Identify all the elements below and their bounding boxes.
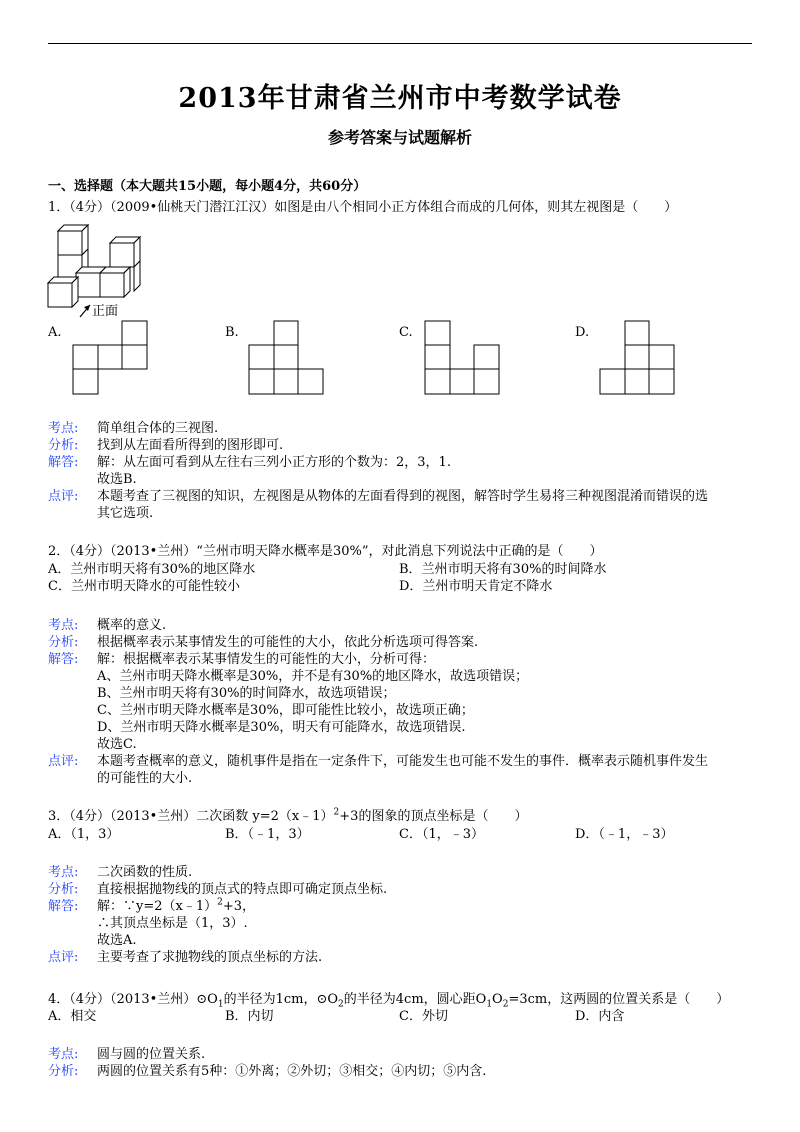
- q3-kaodian: 二次函数的性质.: [97, 865, 193, 880]
- q1-fenxi-label: 分析:: [48, 438, 79, 453]
- q2-option-a: A．兰州市明天将有30%的地区降水: [48, 562, 256, 577]
- q4-kaodian-label: 考点:: [48, 1047, 79, 1062]
- q2-fenxi-label: 分析:: [48, 635, 79, 650]
- q4-option-b: B．内切: [225, 1009, 274, 1024]
- q3-option-b: B．（﹣1，3）: [225, 827, 310, 842]
- q4-option-c: C．外切: [399, 1009, 448, 1024]
- q3-jieda-line: 故选A.: [97, 933, 137, 948]
- q1-option-c-figure: [424, 320, 504, 400]
- q1-option-b-figure: [248, 320, 328, 400]
- q2-option-b: B．兰州市明天将有30%的时间降水: [399, 562, 607, 577]
- q1-dianping-line: 其它选项.: [97, 506, 154, 521]
- q3-fenxi: 直接根据抛物线的顶点式的特点即可确定顶点坐标.: [97, 882, 388, 897]
- q2-jieda-line: A、兰州市明天降水概率是30%，并不是有30%的地区降水，故选项错误；: [97, 669, 529, 684]
- q2-jieda-line: 故选C.: [97, 737, 137, 752]
- q1-dianping-label: 点评:: [48, 489, 79, 504]
- q3-jieda-line: 解：∵y=2（x﹣1）$^2$+3，: [97, 897, 256, 914]
- q1-option-c-label: C.: [399, 325, 413, 340]
- q1-option-a-figure: [72, 320, 152, 400]
- q3-option-a: A．（1，3）: [48, 827, 120, 842]
- q1-option-a-label: A.: [48, 325, 62, 340]
- q1-option-d-figure: [599, 320, 679, 400]
- q2-dianping-line: 本题考查概率的意义，随机事件是指在一定条件下，可能发生也可能不发生的事件．概率表示随机事件发生: [97, 754, 709, 769]
- q2-jieda-line: 解：根据概率表示某事情发生的可能性的大小，分析可得：: [97, 652, 436, 667]
- q2-jieda-line: C、兰州市明天降水概率是30%，即可能性比较小，故选项正确；: [97, 703, 474, 718]
- q4-fenxi: 两圆的位置关系有5种：①外离；②外切；③相交；④内切；⑤内含.: [97, 1064, 487, 1079]
- q2-option-c: C．兰州市明天降水的可能性较小: [48, 579, 240, 594]
- q3-dianping-label: 点评:: [48, 950, 79, 965]
- q2-jieda-label: 解答:: [48, 652, 79, 667]
- q4-stem: 4．（4分）（2013•兰州）$⊙O_1$的半径为1cm，$⊙O_2$的半径为4cm，圆心距$O_1O_2=3cm$，这两圆的位置关系是（ ）: [48, 992, 730, 1010]
- q1-jieda-line: 解：从左面可看到从左往右三列小正方形的个数为：2，3，1.: [97, 455, 451, 470]
- q3-jieda-line: ∴其顶点坐标是（1，3）.: [97, 916, 248, 931]
- section-heading: 一、选择题（本大题共15小题，每小题4分，共60分）: [48, 179, 367, 194]
- q2-jieda-line: B、兰州市明天将有30%的时间降水，故选项错误；: [97, 686, 396, 701]
- q3-jieda-label: 解答:: [48, 899, 79, 914]
- q3-fenxi-label: 分析:: [48, 882, 79, 897]
- q1-kaodian-label: 考点:: [48, 421, 79, 436]
- q2-fenxi: 根据概率表示某事情发生的可能性的大小，依此分析选项可得答案.: [97, 635, 479, 650]
- q3-option-d: D．（﹣1，﹣3）: [575, 827, 674, 842]
- q2-kaodian: 概率的意义.: [97, 618, 167, 633]
- q1-option-d-label: D.: [575, 325, 590, 340]
- q3-stem: 3．（4分）（2013•兰州）二次函数 y=2（x﹣1）$^2$+3的图象的顶点坐标是（ ）: [48, 807, 528, 824]
- q1-jieda-line: 故选B.: [97, 472, 137, 487]
- page-subtitle: 参考答案与试题解析: [327, 128, 472, 147]
- page-title: 2013年甘肃省兰州市中考数学试卷: [178, 83, 622, 114]
- q1-option-b-label: B.: [225, 325, 239, 340]
- q2-stem: 2．（4分）（2013•兰州）“兰州市明天降水概率是30%”，对此消息下列说法中正确的是（ ）: [48, 544, 603, 559]
- q4-kaodian: 圆与圆的位置关系.: [97, 1047, 206, 1062]
- q2-dianping-line: 的可能性的大小.: [97, 771, 193, 786]
- q1-front-label: 正面: [92, 304, 119, 319]
- q4-fenxi-label: 分析:: [48, 1064, 79, 1079]
- q2-option-d: D．兰州市明天肯定不降水: [399, 579, 553, 594]
- q2-dianping-label: 点评:: [48, 754, 79, 769]
- q1-kaodian: 简单组合体的三视图.: [97, 421, 219, 436]
- q3-kaodian-label: 考点:: [48, 865, 79, 880]
- q3-option-c: C．（1，﹣3）: [399, 827, 484, 842]
- q1-stem: 1．（4分）（2009•仙桃天门潜江江汉）如图是由八个相同小正方体组合而成的几何体，则其左视图是（ ）: [48, 200, 678, 215]
- q4-option-d: D．内含: [575, 1009, 625, 1024]
- q1-dianping-line: 本题考查了三视图的知识，左视图是从物体的左面看得到的视图，解答时学生易将三种视图混淆而错误的选: [97, 489, 709, 504]
- top-rule: [48, 43, 752, 44]
- q4-option-a: A．相交: [48, 1009, 97, 1024]
- q1-fenxi: 找到从左面看所得到的图形即可.: [97, 438, 284, 453]
- q3-dianping: 主要考查了求抛物线的顶点坐标的方法.: [97, 950, 323, 965]
- q2-jieda-line: D、兰州市明天降水概率是30%，明天有可能降水，故选项错误.: [97, 720, 466, 735]
- q2-kaodian-label: 考点:: [48, 618, 79, 633]
- q1-jieda-label: 解答:: [48, 455, 79, 470]
